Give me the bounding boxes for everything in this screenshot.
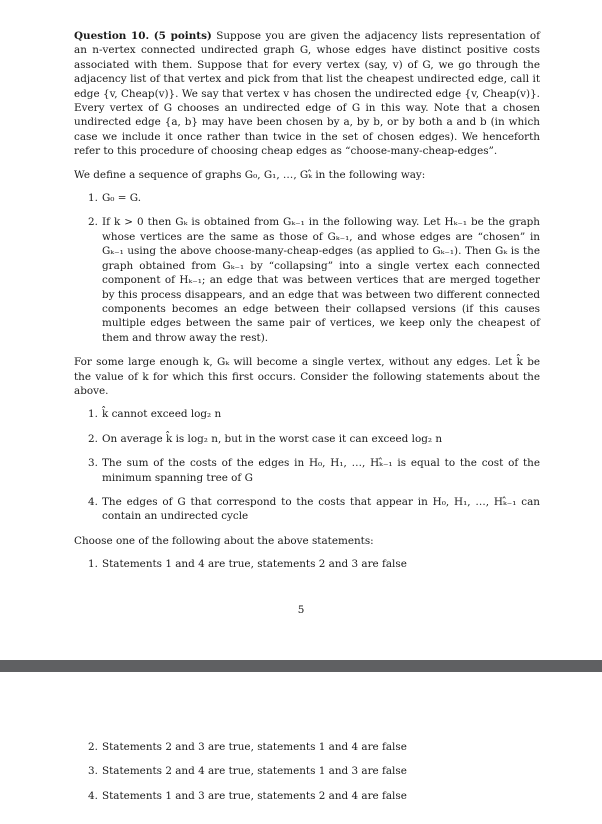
statement-item — [74, 432, 540, 446]
answer-option[interactable] — [74, 764, 540, 778]
statement-text: The edges of G that correspond to the costs that appear in H₀, H₁, …, Hₖ̂₋₁ can contain an undirected cycle — [102, 495, 540, 523]
option-text: Statements 1 and 3 are true, statements 2 and 4 are false — [102, 789, 407, 802]
option-number: 2. — [88, 741, 98, 753]
statement-text: On average k̂ is log₂ n, but in the worst case it can exceed log₂ n — [102, 432, 443, 445]
step-number: 2. — [88, 216, 98, 229]
option-number: 3. — [88, 765, 98, 778]
option-text: Statements 2 and 4 are true, statements 1 and 3 are false — [102, 765, 407, 778]
option-text: Statements 2 and 3 are true, statements 1 and 4 are false — [102, 741, 407, 753]
page-6 — [0, 672, 602, 824]
statement-text: The sum of the costs of the edges in H₀, H₁, …, Hₖ̂₋₁ is equal to the cost of the minimum spanning tree of G — [102, 457, 540, 484]
statement-text: k̂ cannot exceed log₂ n — [102, 408, 222, 421]
page-number: 5 — [297, 604, 305, 616]
statement-number: 4. — [88, 495, 98, 508]
large-k-paragraph: For some large enough k, Gₖ will become a single vertex, without any edges. Let k̂ be the value of k for which this first occurs. Consider the following statements about the above. — [74, 356, 540, 397]
step-text: G₀ = G. — [102, 192, 142, 205]
statement-item — [74, 407, 540, 421]
definition-step — [74, 191, 540, 205]
choose-instruction: Choose one of the following about the above statements: — [74, 534, 374, 547]
answer-option[interactable] — [74, 789, 540, 803]
step-text: If k > 0 then Gₖ is obtained from Gₖ₋₁ in the following way. Let Hₖ₋₁ be the graph whose vertices are the same as those of Gₖ₋₁, and whose edges are “chosen” in Gₖ₋₁ using the above choose-many-cheap-edges (as applied to Gₖ₋₁). Then Gₖ is the graph obtained from Gₖ₋₁ by “collapsing” into a single vertex each connected component of Hₖ₋₁; an edge that was between vertices that are merged together by this process disappears, and an edge that was between two different connected components becomes an edge between their collapsed versions (if this causes multiple edges between the same pair of vertices, we keep only the cheapest of them and throw away the rest). — [102, 216, 540, 344]
statement-item — [74, 456, 540, 485]
question-body — [74, 29, 540, 582]
options-continued — [74, 740, 540, 813]
definition-step — [74, 215, 540, 345]
statement-number: 1. — [88, 408, 98, 421]
statement-number: 3. — [88, 457, 98, 470]
question-intro-text: Suppose you are given the adjacency lists representation of an n-vertex connected undirected graph G, whose edges have distinct positive costs associated with them. Suppose that for every vertex (say, v) of G, we go through the adjacency list of that vertex and pick from that list the cheapest undirected edge, call it edge {v, Cheap(v)}. We say that vertex v has chosen the undirected edge {v, Cheap(v)}. Every vertex of G chooses an undirected edge of G in this way. Note that a chosen undirected edge {a, b} may have been chosen by a, by b, or by both a and b (in which case we include it once rather than twice in the set of chosen edges). We henceforth refer to this procedure of choosing cheap edges as “choose-many-cheap-edges”. — [74, 30, 540, 158]
question-intro — [74, 29, 540, 159]
step-number: 1. — [88, 192, 98, 205]
page-separator — [0, 660, 602, 672]
option-number: 1. — [88, 558, 98, 571]
option-text: Statements 1 and 4 are true, statements 2 and 3 are false — [102, 558, 407, 571]
answer-option[interactable] — [74, 557, 540, 571]
answer-option[interactable] — [74, 740, 540, 754]
sequence-definition: We define a sequence of graphs G₀, G₁, …, Gₖ̂ in the following way: — [74, 168, 426, 181]
statement-number: 2. — [88, 432, 98, 445]
question-heading: Question 10. (5 points) — [74, 30, 212, 42]
statement-item — [74, 495, 540, 524]
option-number: 4. — [88, 789, 98, 802]
